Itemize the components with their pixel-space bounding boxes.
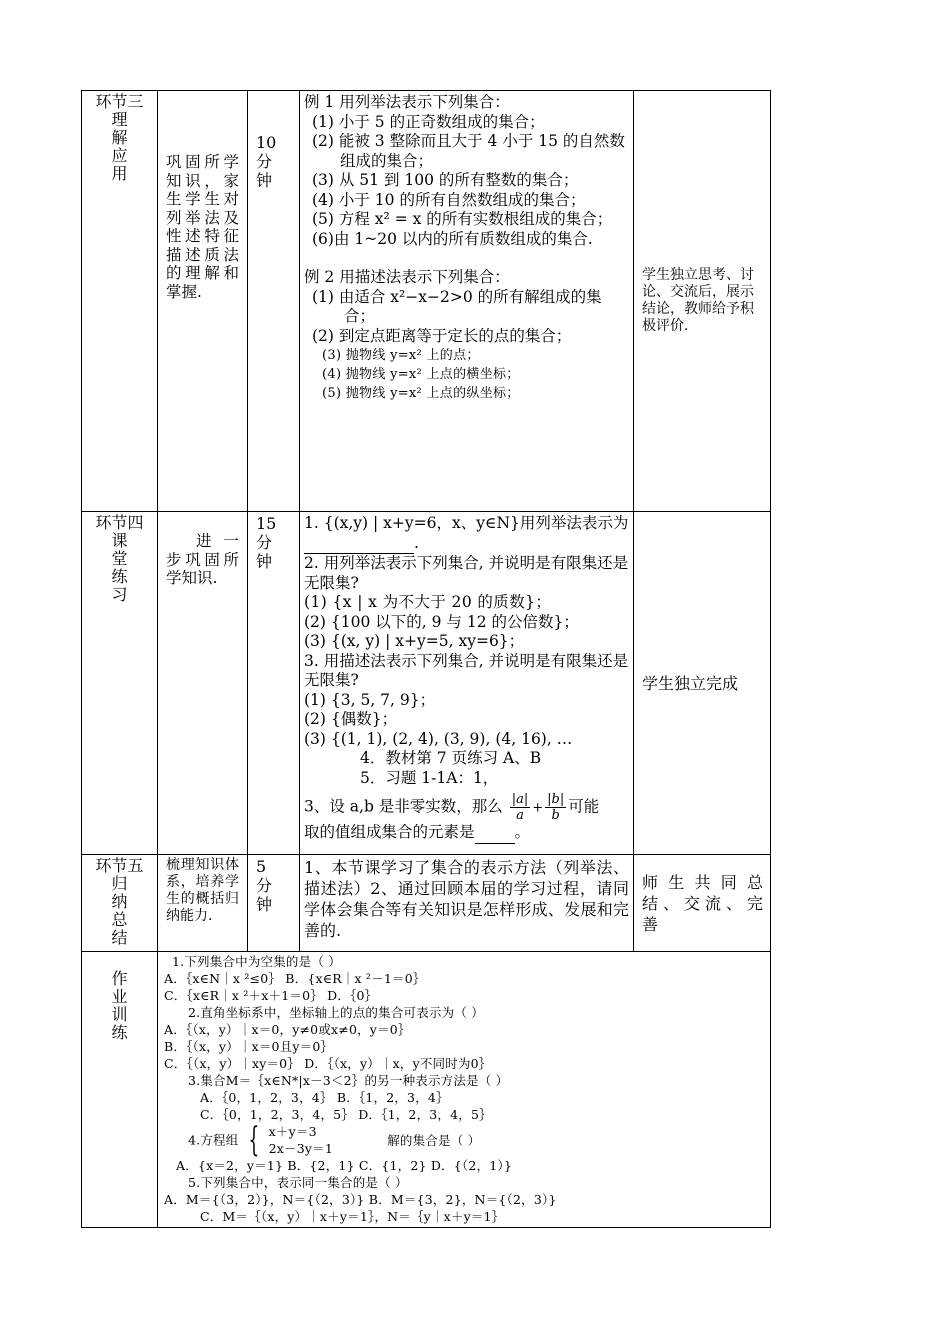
list-item: (1) 小于 5 的正奇数组成的集合； [312, 112, 545, 131]
list-item: A．｛0，1，2，3，4｝ B．｛1，2，3，4｝ [200, 1090, 449, 1105]
list-item: C．M＝｛（x，y）｜x＋y＝1｝，N＝｛y｜x＋y＝1｝ [200, 1209, 505, 1224]
list-item: C．｛x∈R｜x ²＋x＋1＝0｝ D．｛0｝ [164, 988, 378, 1003]
list-item: (3) 抛物线 y=x² 上的点； [322, 348, 480, 363]
section-cell: 环节三 理 解 应 用 [82, 91, 158, 512]
list-item: (3) 从 51 到 100 的所有整数的集合； [312, 171, 579, 189]
list-item: (1) {3, 5, 7, 9}； [304, 690, 436, 709]
list-item: (2) 能被 3 整除而且大于 4 小于 15 的自然数组成的集合； [312, 132, 625, 170]
time-cell: 5 分 钟 [248, 855, 300, 952]
list-item: (1) {x | x 为不大于 20 的质数}； [304, 593, 552, 611]
table-row [82, 91, 771, 512]
spacer [304, 249, 629, 268]
section-cell: 环节四 课 堂 练 习 [82, 512, 158, 855]
section-cell: 环节五 归 纳 总 结 [82, 855, 158, 952]
lesson-plan-table [81, 90, 771, 1228]
list-item: C．｛（x，y）｜xy＝0｝ D．｛（x，y）｜x，y不同时为0｝ [164, 1056, 492, 1071]
list-item: A．｛x∈N｜x ²≤0｝ B．{x∈R｜x ²－1＝0｝ [164, 971, 426, 986]
activity-cell: 学生独立思考、讨论、交流后，展示结论，教师给予积极评价. [634, 91, 771, 512]
list-item: (1) 由适合 x²−x−2>0 的所有解组成的集合； [312, 287, 602, 325]
goal-cell: 进一步巩固所学知识. [158, 512, 248, 855]
list-item: 5.下列集合中，表示同一集合的是（ ） [188, 1175, 408, 1190]
content-cell: 1、本节课学习了集合的表示方法（列举法、描述法）2、通过回顾本届的学习过程，请同学体会集合等有关知识是怎样形成、发展和完善的. [300, 855, 634, 952]
equation-system: x＋y＝3 2x－3y＝1 [268, 1124, 334, 1156]
brace-icon: { [248, 1120, 260, 1160]
section-cell: 作 业 训 练 [82, 952, 158, 1228]
content-cell [300, 91, 634, 512]
example-heading: 例 1 用列举法表示下列集合： [304, 93, 510, 111]
time-cell: 15 分 钟 [248, 512, 300, 855]
fraction-a: $\frac{|a|}{a}$ [511, 792, 529, 823]
fraction-b: $\frac{|b|}{b}$ [547, 792, 565, 823]
table-row [82, 512, 771, 855]
list-item: (6)由 1~20 以内的所有质数组成的集合. [312, 229, 593, 248]
list-item: 3.集合M＝｛x∈N*|x－3＜2｝的另一种表示方法是（ ） [188, 1073, 509, 1088]
list-item: 2. 用列举法表示下列集合, 并说明是有限集还是无限集? [304, 554, 629, 592]
list-item: B．｛（x，y）｜x＝0且y＝0｝ [164, 1039, 334, 1054]
activity-cell: 师生共同总结、交流、完善 [634, 855, 771, 952]
list-item: (2) {100 以下的, 9 与 12 的公倍数}； [304, 612, 579, 631]
list-item: 5．习题 1-1A：1， [360, 768, 499, 787]
homework-cell [158, 952, 771, 1228]
table-row [82, 952, 771, 1228]
list-item: 4．教材第 7 页练习 A、B [360, 749, 542, 767]
list-item: 1. {(x,y) | x+y=6，x、y∈N}用列举法表示为 . [304, 514, 629, 554]
list-item: 3. 用描述法表示下列集合, 并说明是有限集还是无限集? [304, 651, 629, 689]
goal-cell: 巩固所学知识，家生学生对列举法及性述特征描述质法的理解和掌握. [158, 91, 248, 512]
goal-cell: 梳理知识体系，培养学生的概括归纳能力. [158, 855, 248, 952]
time-cell: 10 分 钟 [248, 91, 300, 512]
list-item: 4.方程组 { x＋y＝3 2x－3y＝1 解的集合是（ ） [188, 1120, 481, 1160]
list-item: (3) {(1, 1), (2, 4), (3, 9), (4, 16), … [304, 729, 573, 748]
list-item: A．M＝{（3，2）}，N＝{（2，3）} B．M＝{3，2}，N＝{（2，3）} [164, 1192, 557, 1207]
answer-blank [304, 534, 414, 555]
list-item: 取的值组成集合的元素是 。 [304, 823, 629, 844]
answer-blank [475, 823, 515, 844]
example-heading: 例 2 用描述法表示下列集合： [304, 268, 510, 286]
list-item: 2.直角坐标系中，坐标轴上的点的集合可表示为（ ） [188, 1005, 484, 1020]
list-item: A．｛（x，y）｜x＝0，y≠0或x≠0，y＝0｝ [164, 1022, 411, 1037]
list-item: (4) 小于 10 的所有自然数组成的集合； [312, 190, 586, 209]
activity-cell: 学生独立完成 [634, 512, 771, 855]
content-cell [300, 512, 634, 855]
list-item: (2) {偶数}； [304, 710, 398, 728]
table-row [82, 855, 771, 952]
list-item: 1.下列集合中为空集的是（ ） [172, 954, 341, 969]
list-item: A．{x＝2，y＝1} B．{2，1} C．{1，2} D．{（2，1）} [176, 1158, 512, 1173]
list-item: (5) 方程 x² = x 的所有实数根组成的集合； [312, 210, 613, 228]
list-item: (2) 到定点距离等于定长的点的集合； [312, 326, 572, 345]
list-item: 3、设 a,b 是非零实数，那么 $\frac{|a|}{a}$ + $\frac{|b|}{b}$ 可能 [304, 792, 600, 823]
list-item: (3) {(x, y) | x+y=5, xy=6}； [304, 632, 525, 650]
list-item: C．｛0，1，2，3，4，5｝ D．｛1，2，3，4，5｝ [200, 1107, 492, 1122]
list-item: (4) 抛物线 y=x² 上点的横坐标； [322, 367, 520, 382]
list-item: (5) 抛物线 y=x² 上点的纵坐标； [322, 386, 520, 401]
